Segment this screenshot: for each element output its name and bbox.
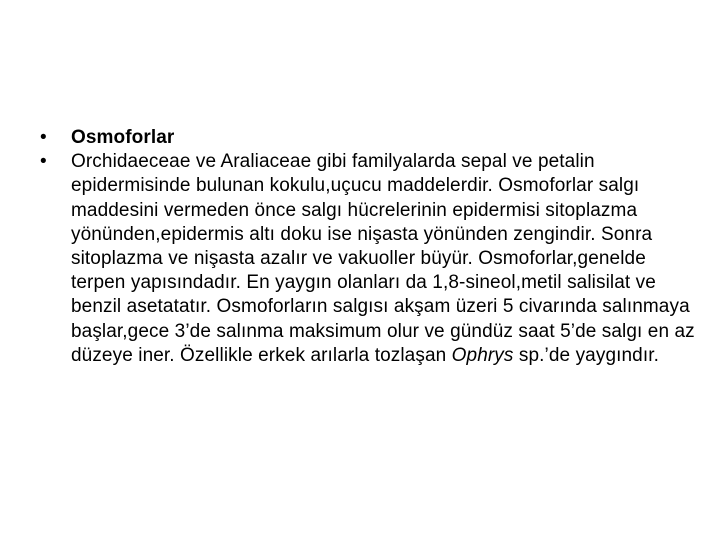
heading-text: Osmoforlar xyxy=(71,127,175,148)
paragraph-end-text: sp.’de yaygındır. xyxy=(513,344,659,366)
bullet-item-heading xyxy=(40,126,700,150)
paragraph-main-text: Orchidaeceae ve Araliaceae gibi familyalarda sepal ve petalin epidermisinde bulunan kokulu,uçucu maddelerdir. Osmoforlar salgı maddesini vermeden önce salgı hücrelerinin epidermisi sitoplazma yönünden,epidermis altı doku ise nişasta yönünden zengindir. Sonra sitoplazma ve nişasta azalır ve vakuoller büyür. Osmoforlar,genelde terpen yapısındadır. En yaygın olanları da 1,8-sineol,metil salisilat ve benzil asetatatır. Osmoforların salgısı akşam üzeri 5 civarında salınmaya başlar,gece 3’de salınma maksimum olur ve gündüz saat 5’de salgı en az düzeye iner. Özellikle erkek arılarla tozlaşan xyxy=(71,151,695,366)
bullet-point: • xyxy=(40,151,47,173)
genus-name: Ophrys xyxy=(451,344,514,366)
bullet-list xyxy=(40,126,700,368)
bullet-item-paragraph xyxy=(40,150,700,368)
paragraph-text xyxy=(71,150,700,368)
bullet-point: • xyxy=(40,127,47,148)
